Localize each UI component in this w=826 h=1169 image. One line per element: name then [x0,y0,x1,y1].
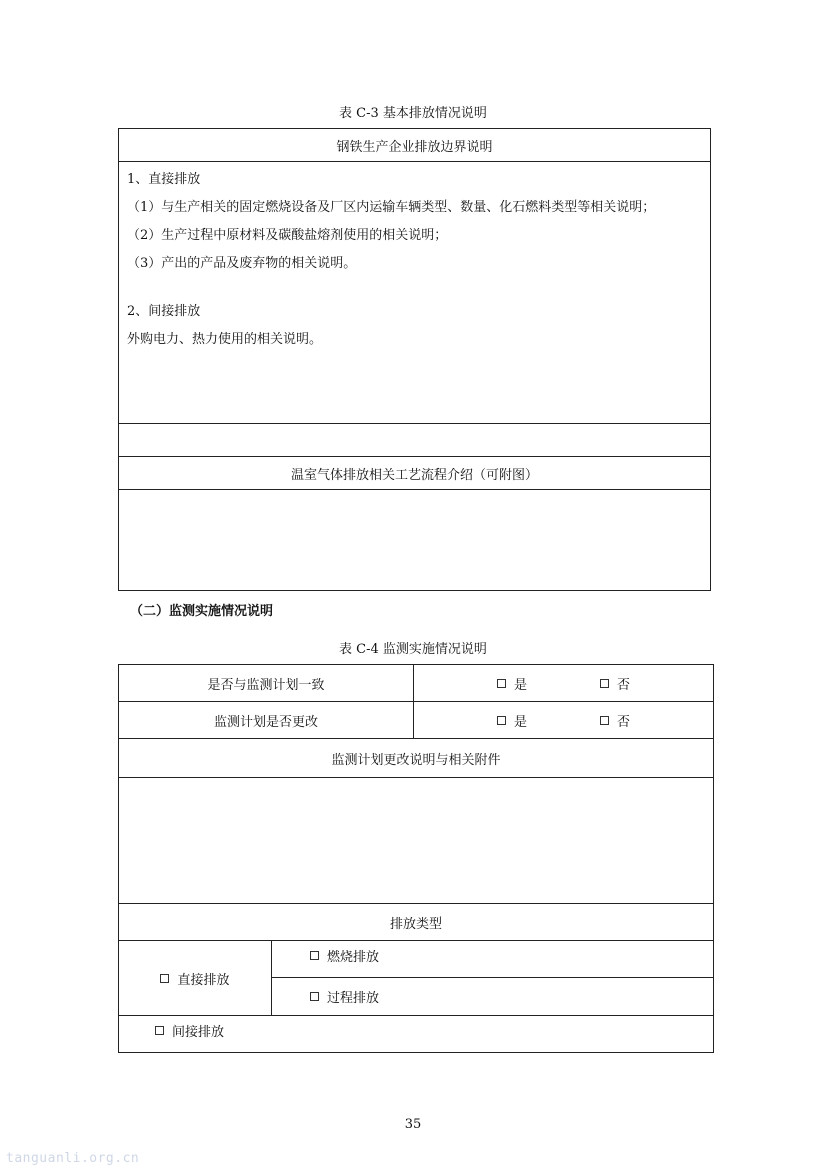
process-emission-cell [271,977,714,1016]
indirect-emission-cell [118,1015,714,1053]
page-number: 35 [404,1117,422,1132]
table-c3-header-text: 钢铁生产企业排放边界说明 [336,139,493,155]
process-emission-option[interactable] [310,987,379,1006]
direct-emission-cell [118,940,272,1016]
plan-changed-options-cell [413,701,714,739]
direct-emission-item-1: （1）与生产相关的固定燃烧设备及厂区内运输车辆类型、数量、化石燃料类型等相关说明； [127,200,656,215]
checkbox-icon[interactable] [160,974,169,983]
direct-emission-option[interactable] [160,969,229,988]
checkbox-icon[interactable] [310,992,319,1001]
consistency-yes-option[interactable] [497,674,527,693]
process-emission-label: 过程排放 [327,991,380,1006]
emission-type-header-text: 排放类型 [389,916,442,932]
section-title: （二）监测实施情况说明 [130,604,274,619]
process-flow-content [118,489,711,591]
plan-changed-label: 监测计划是否更改 [213,714,318,730]
checkbox-icon[interactable] [155,1026,164,1035]
consistency-label-cell [118,664,414,702]
empty-row [118,423,711,457]
direct-emission-label: 直接排放 [177,972,230,988]
change-description-header [118,738,714,778]
plan-changed-label-cell [118,701,414,739]
checkbox-icon[interactable] [600,716,609,725]
checkbox-icon[interactable] [310,951,319,960]
process-flow-header-text: 温室气体排放相关工艺流程介绍（可附图） [290,467,538,483]
no-label: 否 [617,678,631,693]
checkbox-icon[interactable] [497,716,506,725]
indirect-emission-item: 外购电力、热力使用的相关说明。 [127,332,323,347]
change-description-content [118,777,714,904]
table-c3-caption: 表 C-3 基本排放情况说明 [339,106,487,121]
table-c3-header [118,128,711,162]
yes-label: 是 [514,715,528,730]
boundary-description-cell [118,161,711,424]
watermark: tanguanli.org.cn [6,1151,140,1166]
consistency-options-cell [413,664,714,702]
table-c4-caption: 表 C-4 监测实施情况说明 [339,642,487,657]
indirect-emission-heading: 2、间接排放 [127,304,201,319]
consistency-no-option[interactable] [600,674,630,693]
direct-emission-item-3: （3）产出的产品及废弃物的相关说明。 [127,256,357,271]
consistency-label: 是否与监测计划一致 [207,677,325,693]
yes-label: 是 [514,678,528,693]
change-description-header-text: 监测计划更改说明与相关附件 [331,752,501,768]
process-flow-header [118,456,711,490]
plan-changed-yes-option[interactable] [497,711,527,730]
checkbox-icon[interactable] [600,679,609,688]
combustion-emission-cell [271,940,714,978]
plan-changed-no-option[interactable] [600,711,630,730]
checkbox-icon[interactable] [497,679,506,688]
direct-emission-heading: 1、直接排放 [127,172,201,187]
indirect-emission-label: 间接排放 [172,1024,225,1040]
emission-type-header [118,903,714,941]
indirect-emission-option[interactable] [155,1021,224,1040]
no-label: 否 [617,715,631,730]
combustion-emission-label: 燃烧排放 [327,949,380,965]
combustion-emission-option[interactable] [310,946,379,965]
direct-emission-item-2: （2）生产过程中原材料及碳酸盐熔剂使用的相关说明； [127,228,448,243]
